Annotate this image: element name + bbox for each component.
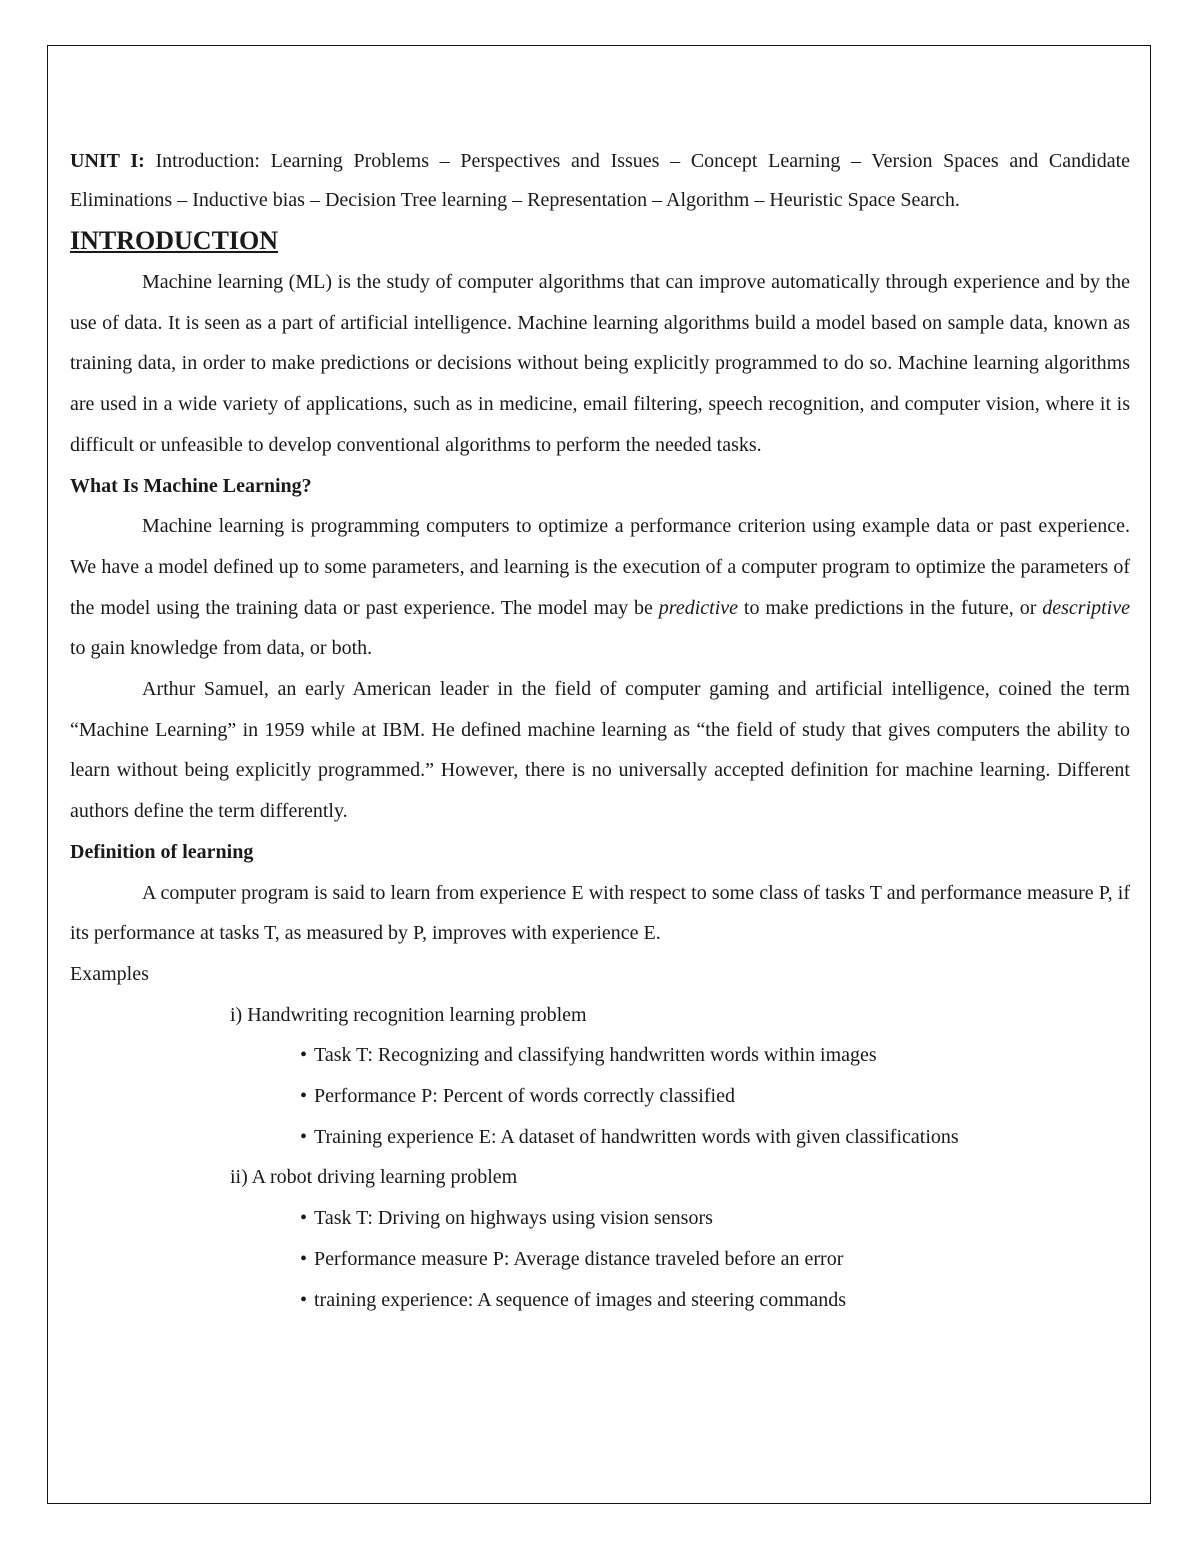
bullet-icon: • — [300, 1085, 308, 1108]
bullet-text: Performance measure P: Average distance traveled before an error — [314, 1247, 844, 1270]
bullet-icon: • — [300, 1247, 308, 1270]
what-is-ml-text-end: to gain knowledge from data, or both. — [70, 637, 373, 660]
introduction-heading: INTRODUCTION — [70, 226, 279, 255]
list-item — [300, 1239, 1130, 1280]
bullet-text: Performance P: Percent of words correctly classified — [314, 1085, 735, 1108]
list-item — [300, 1117, 1130, 1158]
bullet-text: Task T: Driving on highways using vision sensors — [314, 1207, 713, 1230]
bullet-icon: • — [300, 1288, 308, 1311]
bullet-text: training experience: A sequence of images and steering commands — [314, 1288, 847, 1311]
what-is-ml-paragraph-2: Arthur Samuel, an early American leader in the field of computer gaming and artificial intelligence, coined the term “Machine Learning” in 1959 while at IBM. He defined machine learning as “the field of study that gives computers the ability to learn without being explicitly programmed.” However, there is no universally accepted definition for machine learning. Different authors define the term differently. — [70, 678, 1130, 823]
examples-label: Examples — [70, 962, 149, 985]
unit-overview — [70, 142, 1130, 220]
list-item — [300, 1198, 1130, 1239]
list-item — [300, 1076, 1130, 1117]
example-2-bullets — [70, 1198, 1130, 1320]
document-body — [70, 142, 1130, 1320]
example-1-bullets — [70, 1035, 1130, 1157]
what-is-ml-paragraph-1 — [70, 506, 1130, 669]
unit-label: UNIT I: — [70, 150, 145, 172]
descriptive-term: descriptive — [1042, 596, 1130, 619]
predictive-term: predictive — [658, 596, 738, 619]
bullet-icon: • — [300, 1044, 308, 1067]
list-item — [300, 1280, 1130, 1321]
bullet-icon: • — [300, 1207, 308, 1230]
list-item — [300, 1035, 1130, 1076]
example-1-title: i) Handwriting recognition learning problem — [230, 1003, 587, 1026]
bullet-text: Task T: Recognizing and classifying handwritten words within images — [314, 1044, 877, 1067]
what-is-ml-text-start: Machine learning is programming computers to optimize a performance criterion using example data or past experience. We have a model defined up to some parameters, and learning is the execution of a computer program to optimize the parameters of the model using the training data or past experience. The model may be — [70, 515, 1130, 619]
bullet-icon: • — [300, 1125, 308, 1148]
what-is-ml-heading: What Is Machine Learning? — [70, 474, 312, 497]
bullet-text: Training experience E: A dataset of handwritten words with given classifications — [314, 1125, 959, 1148]
definition-paragraph: A computer program is said to learn from experience E with respect to some class of tasks T and performance measure P, if its performance at tasks T, as measured by P, improves with experience E. — [70, 881, 1130, 945]
example-2-title: ii) A robot driving learning problem — [230, 1166, 518, 1189]
definition-heading: Definition of learning — [70, 840, 254, 863]
unit-topics: Introduction: Learning Problems – Perspectives and Issues – Concept Learning – Version Spaces and Candidate Eliminations – Inductive bias – Decision Tree learning – Representation – Algorithm – Heuristic Space Search. — [70, 150, 1131, 211]
what-is-ml-text-mid: to make predictions in the future, or — [738, 596, 1043, 619]
introduction-paragraph: Machine learning (ML) is the study of computer algorithms that can improve automatically through experience and by the use of data. It is seen as a part of artificial intelligence. Machine learning algorithms build a model based on sample data, known as training data, in order to make predictions or decisions without being explicitly programmed to do so. Machine learning algorithms are used in a wide variety of applications, such as in medicine, email filtering, speech recognition, and computer vision, where it is difficult or unfeasible to develop conventional algorithms to perform the needed tasks. — [70, 271, 1130, 456]
